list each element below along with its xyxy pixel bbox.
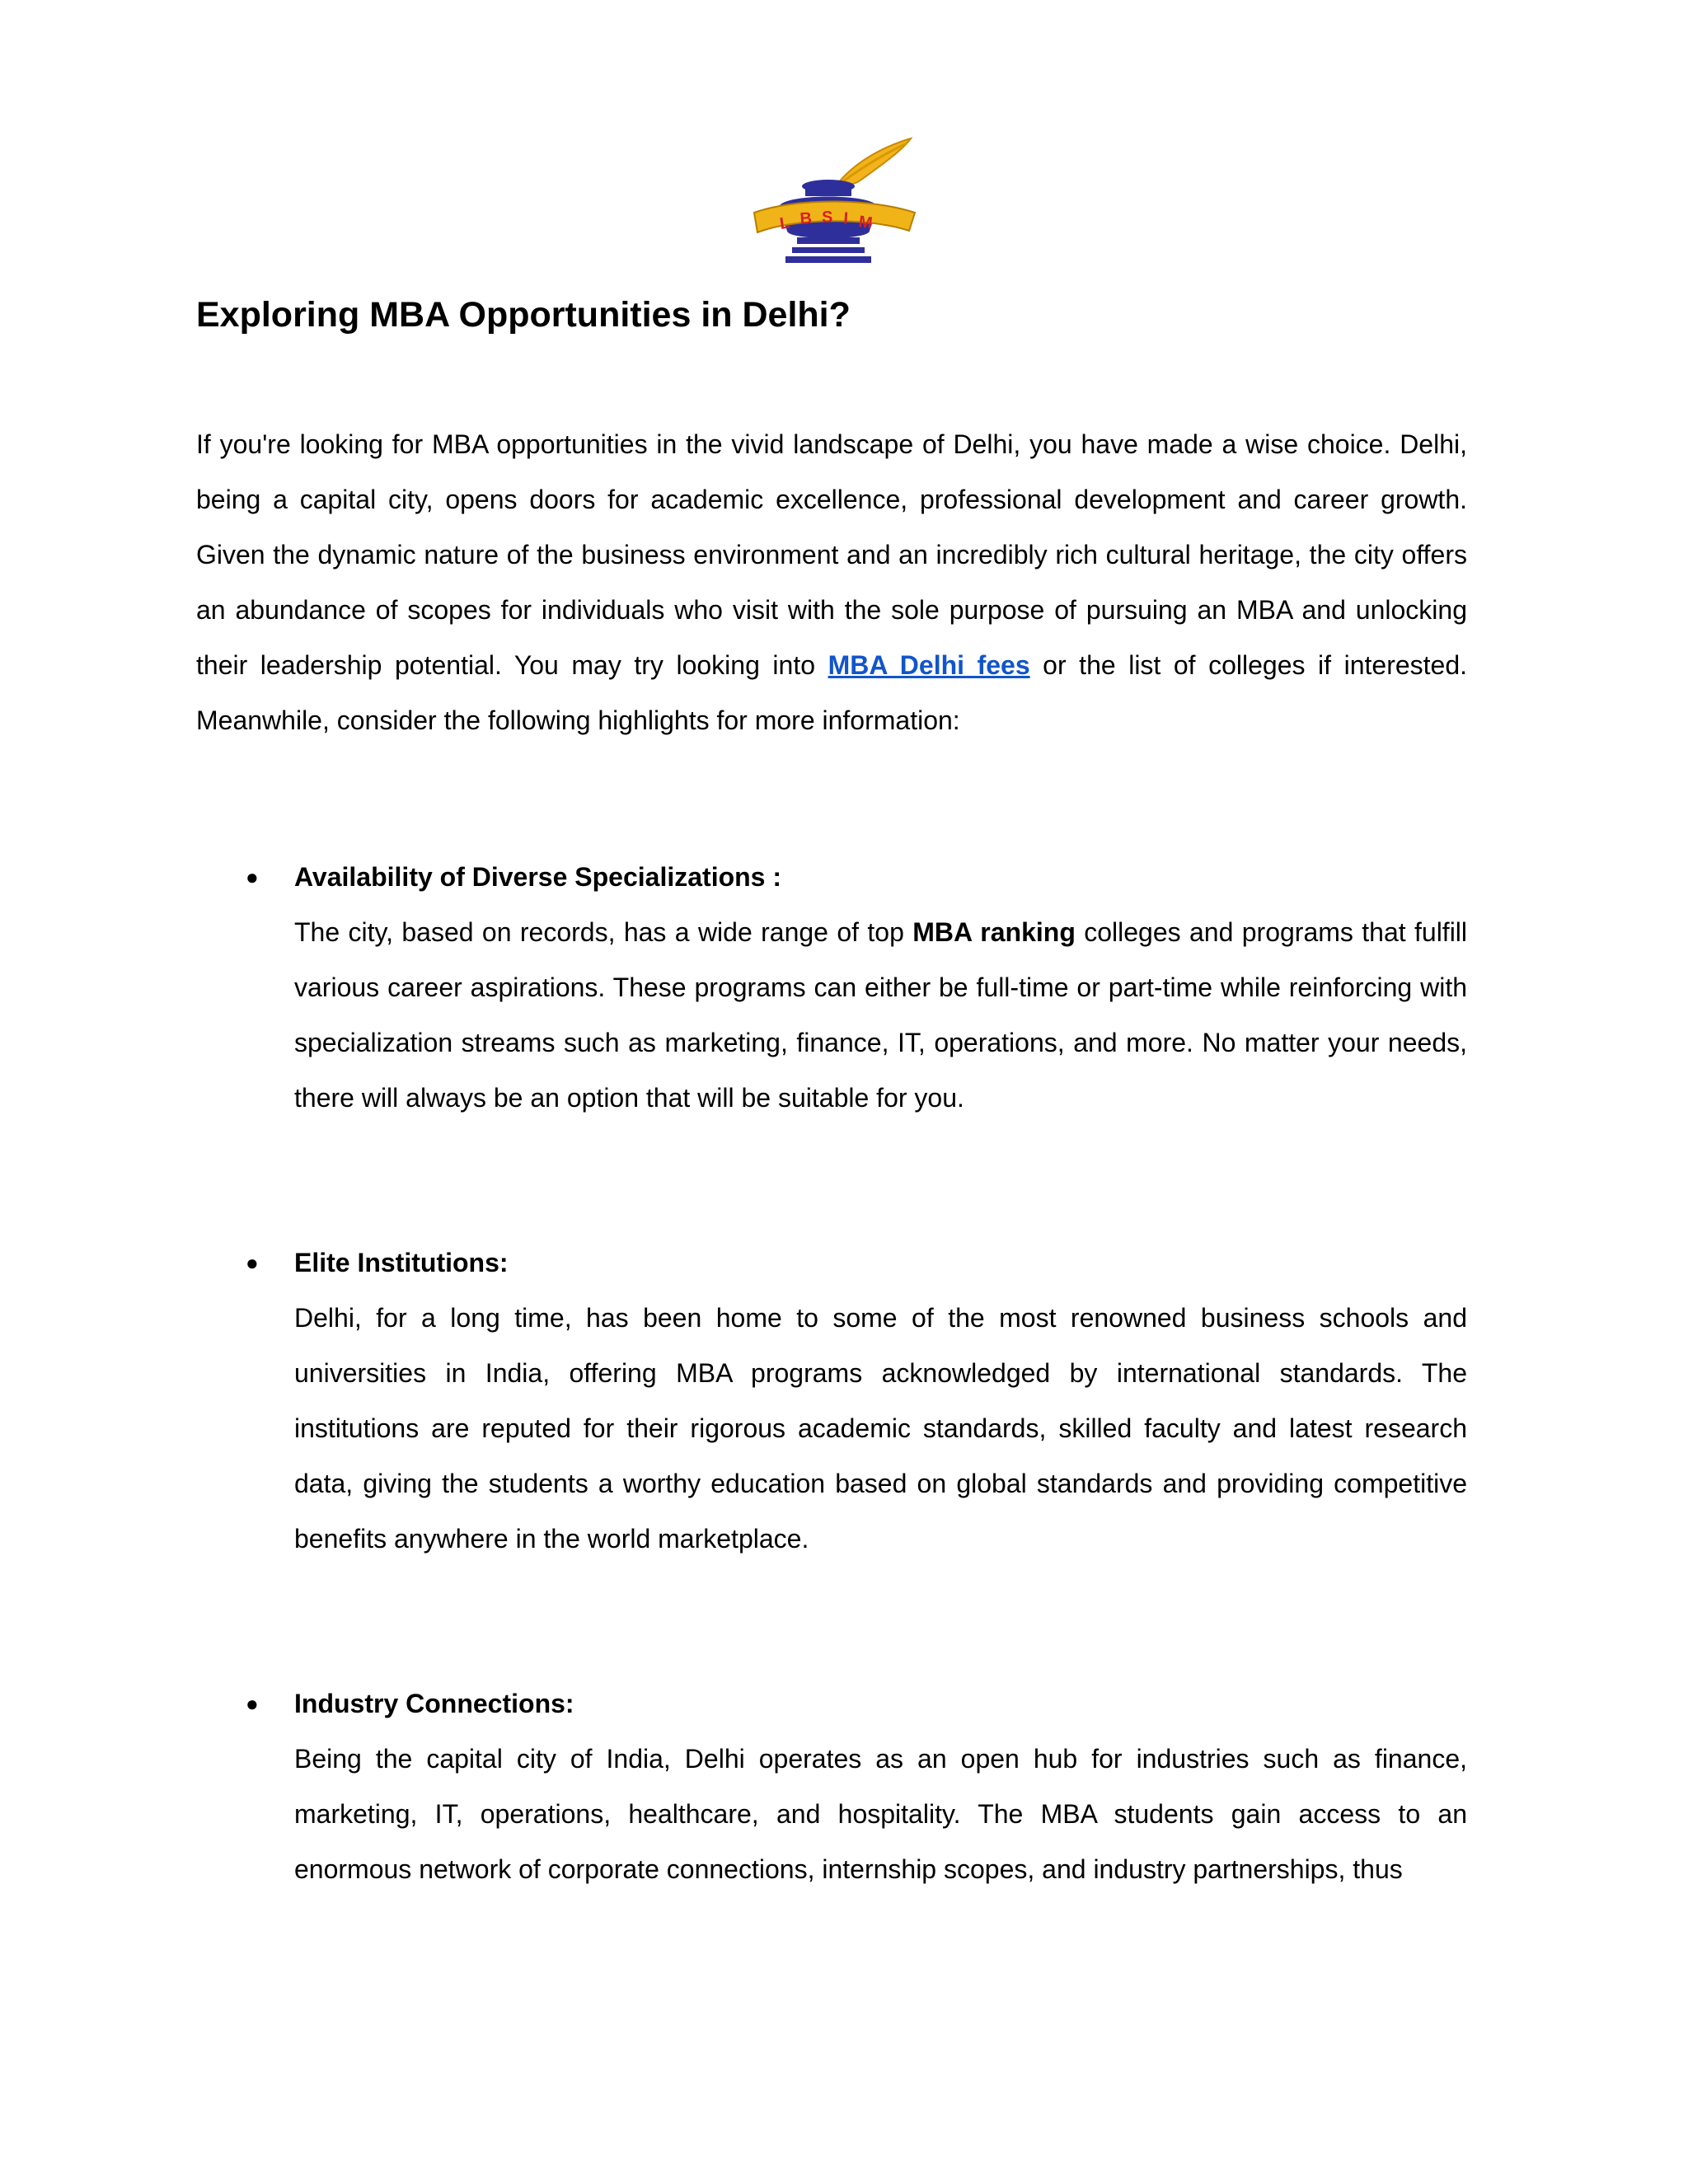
- bullet-icon: ●: [246, 865, 259, 889]
- page-title: Exploring MBA Opportunities in Delhi?: [196, 295, 851, 335]
- section-heading: Industry Connections:: [294, 1689, 574, 1718]
- section-heading: Availability of Diverse Specializations :: [294, 862, 782, 892]
- bullet-icon: ●: [246, 1691, 259, 1716]
- section-elite-institutions: [196, 1235, 1467, 1567]
- section-body-text-start: The city, based on records, has a wide range of top: [294, 917, 913, 947]
- section-body-bold-term: MBA ranking: [912, 917, 1076, 947]
- lbsim-logo-graphic: [746, 132, 919, 272]
- section-body: Being the capital city of India, Delhi operates as an open hub for industries such as finance, marketing, IT, operations, healthcare, and hospitality. The MBA students gain access to an enormous network of corporate connections, internship scopes, and industry partnerships, thus: [294, 1744, 1467, 1884]
- lbsim-logo: [746, 132, 919, 272]
- svg-text:I: I: [842, 209, 849, 228]
- bullet-icon: ●: [246, 1250, 259, 1275]
- svg-text:B: B: [799, 209, 813, 228]
- section-diverse-specializations: [196, 850, 1467, 1126]
- svg-text:L: L: [778, 213, 791, 233]
- section-industry-connections: [196, 1676, 1467, 1897]
- svg-text:M: M: [857, 213, 874, 233]
- mba-delhi-fees-link[interactable]: MBA Delhi fees: [828, 650, 1030, 680]
- section-body: [294, 905, 1467, 1126]
- section-heading: Elite Institutions:: [294, 1248, 509, 1277]
- intro-text-start: If you're looking for MBA opportunities in the vivid landscape of Delhi, you have made a wise choice. Delhi, being a capital city, opens doors for academic excellence, professional development and career growth. Given the dynamic nature of the business environment and an incredibly rich cultural heritage, the city offers an abundance of scopes for individuals who visit with the sole purpose of pursuing an MBA and unlocking their leadership potential. You may try looking into: [196, 429, 1467, 680]
- section-body-text-end: colleges and programs that fulfill various career aspirations. These programs can either be full-time or part-time while reinforcing with specialization streams such as marketing, finance, IT, operations, and more. No matter your needs, there will always be an option that will be suitable for you.: [294, 917, 1468, 1113]
- intro-paragraph: [196, 417, 1467, 748]
- svg-text:S: S: [822, 209, 833, 227]
- intro-text-end: or the list of colleges if interested. Meanwhile, consider the following highlights for more information:: [196, 650, 1468, 735]
- section-body: Delhi, for a long time, has been home to some of the most renowned business schools and universities in India, offering MBA programs acknowledged by international standards. The institutions are reputed for their rigorous academic standards, skilled faculty and latest research data, giving the students a worthy education based on global standards and providing competitive benefits anywhere in the world marketplace.: [294, 1303, 1467, 1554]
